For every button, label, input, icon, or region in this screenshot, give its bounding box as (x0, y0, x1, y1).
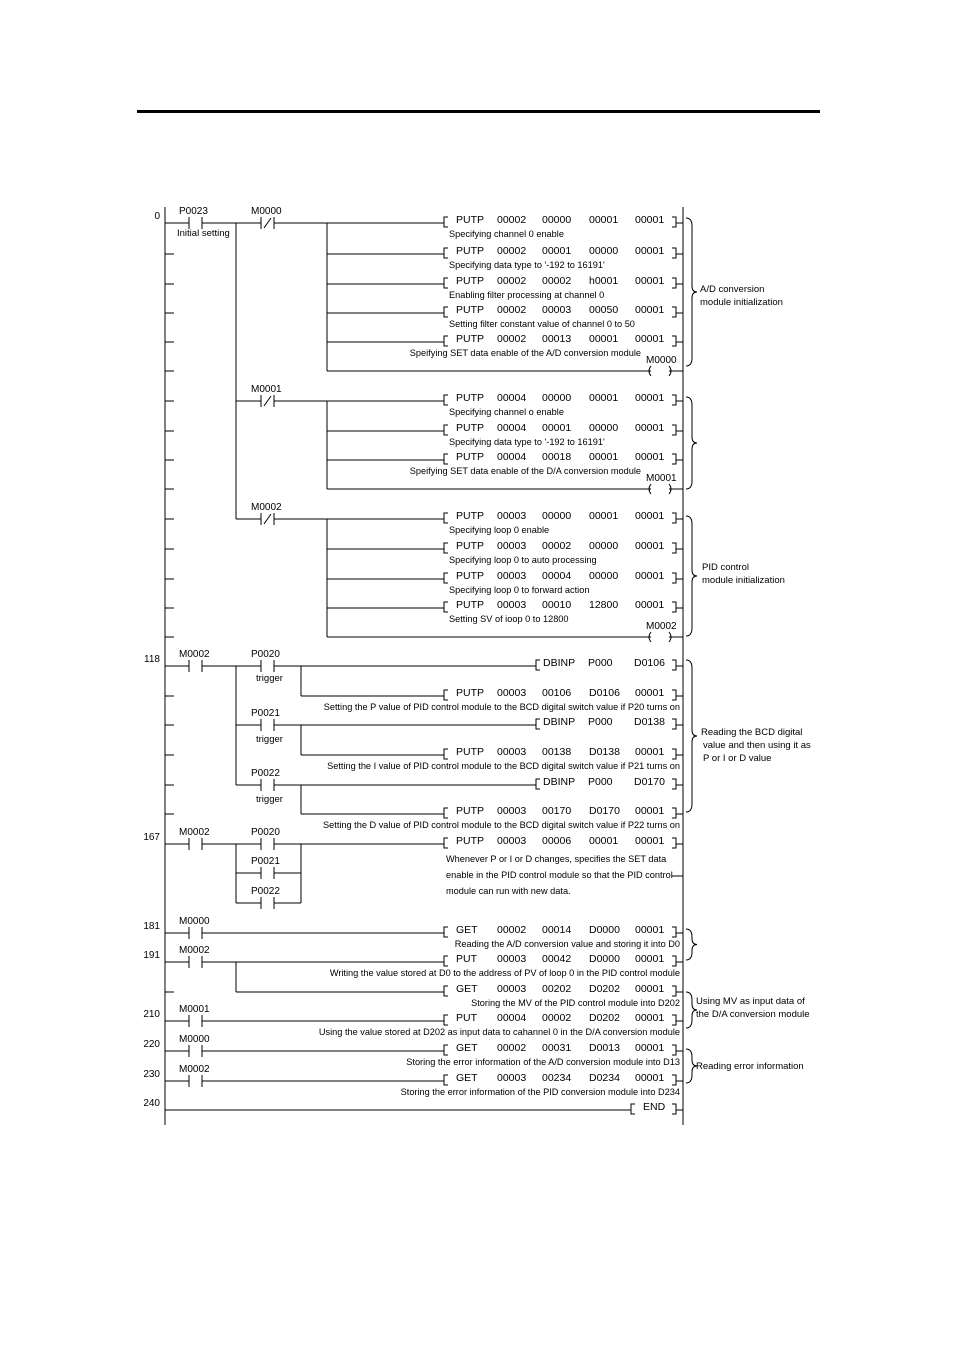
instruction-operand: 00170 (542, 805, 572, 817)
instruction-operand: 00001 (589, 333, 619, 345)
brace (686, 218, 697, 366)
instruction-operand: 00001 (635, 599, 665, 611)
output-coil-label: M0001 (646, 473, 677, 484)
instruction-bracket-open (536, 779, 540, 789)
rung-26 (444, 983, 680, 1008)
instruction-operand: 00001 (635, 1072, 665, 1084)
instruction-operand: 00004 (497, 451, 527, 463)
instruction-bracket-close (672, 307, 676, 317)
instruction-bracket-open (444, 573, 448, 583)
rung-comment: Specifying data type to '-192 to 16191' (449, 437, 605, 447)
instruction-bracket-open (444, 425, 448, 435)
step-number: 191 (143, 950, 160, 961)
contact-label: P0020 (251, 827, 280, 838)
brace (686, 929, 697, 960)
instruction-bracket-close (672, 690, 676, 700)
instruction-operand: 00000 (589, 570, 619, 582)
instruction-bracket-close (672, 927, 676, 937)
instruction-operand: 00002 (497, 1042, 527, 1054)
instruction-bracket-open (444, 278, 448, 288)
step-number: 230 (143, 1069, 160, 1080)
contact-label: P0020 (251, 649, 280, 660)
rung-3 (444, 304, 676, 329)
contact-label: P0023 (179, 206, 208, 217)
instruction-bracket-open (444, 1075, 448, 1085)
instruction-operand: 00001 (635, 392, 665, 404)
instruction-operand: 00001 (635, 275, 665, 287)
brace (686, 516, 697, 636)
instruction-operand: 00001 (635, 1012, 665, 1024)
instruction-operand: 00001 (589, 510, 619, 522)
instruction-operand: D0000 (589, 924, 620, 936)
instruction-operand: 00002 (542, 540, 572, 552)
step-number: 210 (143, 1009, 160, 1020)
contact-label: M0000 (251, 206, 282, 217)
instruction-operand: DBINP (543, 716, 576, 728)
instruction-operand: 00002 (497, 304, 527, 316)
instruction-bracket-close (672, 1075, 676, 1085)
instruction-bracket-close (672, 1104, 676, 1114)
contact-p0020 (251, 649, 280, 672)
instruction-bracket-open (444, 749, 448, 759)
instruction-operand: 00000 (542, 510, 572, 522)
rung-comment: Writing the value stored at D0 to the address of PV of loop 0 in the PID control module (329, 968, 680, 978)
instruction-operand: PUTP (456, 451, 485, 463)
instruction-operand: 00002 (542, 275, 572, 287)
instruction-operand: 00010 (542, 599, 572, 611)
instruction-bracket-open (444, 395, 448, 405)
rung-23 (446, 886, 571, 896)
instruction-operand: 00001 (542, 422, 572, 434)
rung-17 (536, 716, 676, 729)
step-number: 220 (143, 1039, 160, 1050)
instruction-bracket-open (444, 543, 448, 553)
instruction-operand: 00003 (497, 540, 527, 552)
instruction-operand: D0170 (634, 776, 665, 788)
instruction-operand: 00001 (635, 451, 665, 463)
rung-9 (646, 473, 677, 494)
instruction-operand: 00002 (497, 245, 527, 257)
instruction-operand: PUTP (456, 570, 485, 582)
instruction-operand: PUTP (456, 245, 485, 257)
instruction-operand: D0138 (634, 716, 665, 728)
instruction-operand: 00002 (497, 333, 527, 345)
step-number: 0 (154, 211, 160, 222)
instruction-operand: D0170 (589, 805, 620, 817)
instruction-operand: D0234 (589, 1072, 620, 1084)
contact-m0002 (179, 827, 210, 850)
contact-m0002 (251, 502, 282, 525)
instruction-operand: DBINP (543, 776, 576, 788)
rung-comment: Specifying loop 0 enable (449, 525, 550, 535)
instruction-bracket-close (672, 838, 676, 848)
rung-comment: Specifying channel o enable (449, 407, 564, 417)
rung-6 (444, 392, 676, 417)
instruction-operand: 00013 (542, 333, 572, 345)
contact-label: P0021 (251, 708, 280, 719)
rung-11 (444, 540, 676, 565)
instruction-operand: 00050 (589, 304, 619, 316)
instruction-operand: 00001 (635, 1042, 665, 1054)
instruction-operand: 00202 (542, 983, 572, 995)
instruction-operand: D0000 (589, 953, 620, 965)
contact-note: trigger (256, 734, 283, 745)
instruction-operand: D0202 (589, 983, 620, 995)
instruction-operand: 00003 (497, 835, 527, 847)
instruction-operand: P000 (588, 716, 613, 728)
instruction-operand: 00001 (635, 835, 665, 847)
contact-nc-slash (264, 514, 271, 524)
rung-comment: Speifying SET data enable of the A/D conversion module (409, 348, 641, 358)
instruction-operand: 00234 (542, 1072, 572, 1084)
instruction-operand: D0013 (589, 1042, 620, 1054)
contact-p0021 (251, 708, 280, 731)
instruction-operand: GET (456, 983, 478, 995)
instruction-bracket-close (672, 278, 676, 288)
instruction-operand: D0106 (634, 657, 665, 669)
contact-label: P0021 (251, 856, 280, 867)
rung-comment: Whenever P or I or D changes, specifies the SET data (446, 854, 667, 864)
instruction-operand: PUTP (456, 333, 485, 345)
instruction-bracket-close (672, 956, 676, 966)
instruction-operand: P000 (588, 776, 613, 788)
instruction-bracket-open (444, 927, 448, 937)
rung-12 (444, 570, 676, 595)
rung-24 (143, 921, 680, 949)
instruction-operand: 00001 (589, 451, 619, 463)
rung-comment: Storing the MV of the PID control module into D202 (471, 998, 680, 1008)
rung-25 (143, 950, 680, 978)
contact-m0000 (179, 916, 210, 939)
instruction-operand: 00001 (635, 540, 665, 552)
contact-label: M0002 (179, 649, 210, 660)
instruction-operand: 00002 (497, 214, 527, 226)
instruction-bracket-close (672, 660, 676, 670)
rung-29 (143, 1069, 680, 1097)
instruction-operand: PUT (456, 953, 477, 965)
instruction-operand: 00003 (497, 599, 527, 611)
instruction-operand: PUTP (456, 687, 485, 699)
rung-7 (444, 422, 676, 447)
instruction-operand: 00004 (542, 570, 572, 582)
instruction-bracket-open (631, 1104, 635, 1114)
side-annotation: PID control module initialization (702, 562, 785, 586)
instruction-operand: PUTP (456, 392, 485, 404)
rung-comment: Setting SV of ioop 0 to 12800 (449, 614, 569, 624)
instruction-operand: DBINP (543, 657, 576, 669)
rung-22 (446, 870, 673, 880)
instruction-operand: PUTP (456, 214, 485, 226)
instruction-bracket-close (672, 217, 676, 227)
rung-comment: Setting the P value of PID control module to the BCD digital switch value if P20 turns on (323, 702, 680, 712)
instruction-operand: D0202 (589, 1012, 620, 1024)
rung-comment: Setting filter constant value of channel 0 to 50 (449, 319, 635, 329)
rung-16 (324, 687, 680, 712)
rung-comment: Storing the error information of the A/D conversion module into D13 (406, 1057, 680, 1067)
instruction-operand: 00001 (635, 333, 665, 345)
instruction-bracket-close (672, 749, 676, 759)
instruction-operand: P000 (588, 657, 613, 669)
rung-comment: Using the value stored at D202 as input data to cahannel 0 in the D/A conversion module (318, 1027, 680, 1037)
instruction-operand: PUTP (456, 835, 485, 847)
rung-20 (323, 805, 680, 830)
instruction-bracket-close (672, 395, 676, 405)
contact-label: M0000 (179, 1034, 210, 1045)
step-number: 181 (143, 921, 160, 932)
instruction-operand: 00001 (635, 214, 665, 226)
instruction-operand: 00004 (497, 392, 527, 404)
instruction-operand: 00003 (497, 570, 527, 582)
contact-p0020 (251, 827, 280, 850)
instruction-operand: GET (456, 1042, 478, 1054)
contact-m0000 (251, 206, 282, 229)
instruction-bracket-close (672, 513, 676, 523)
rung-0 (154, 211, 676, 239)
instruction-operand: 00001 (635, 510, 665, 522)
contact-p0021 (251, 856, 280, 879)
contact-note: trigger (256, 794, 283, 805)
instruction-bracket-open (444, 217, 448, 227)
side-annotation: Using MV as input data of the D/A conversion module (696, 996, 810, 1020)
instruction-operand: 00000 (542, 392, 572, 404)
contact-label: M0000 (179, 916, 210, 927)
instruction-bracket-open (444, 808, 448, 818)
instruction-operand: 00001 (589, 835, 619, 847)
instruction-operand: 00003 (542, 304, 572, 316)
instruction-bracket-close (672, 719, 676, 729)
instruction-bracket-close (672, 986, 676, 996)
rung-1 (444, 245, 676, 270)
rung-14 (646, 621, 677, 642)
instruction-operand: 00001 (542, 245, 572, 257)
contact-p0022 (251, 768, 280, 791)
instruction-operand: PUTP (456, 304, 485, 316)
rung-comment: Speifying SET data enable of the D/A conversion module (409, 466, 641, 476)
rung-comment: module can run with new data. (446, 886, 571, 896)
instruction-bracket-open (444, 336, 448, 346)
instruction-operand: 00001 (635, 304, 665, 316)
instruction-operand: 00106 (542, 687, 572, 699)
instruction-bracket-close (672, 779, 676, 789)
contact-nc-slash (264, 396, 271, 406)
contact-label: P0022 (251, 768, 280, 779)
instruction-operand: 00031 (542, 1042, 572, 1054)
instruction-bracket-open (444, 986, 448, 996)
instruction-operand: 00003 (497, 983, 527, 995)
rung-30 (143, 1098, 676, 1114)
step-number: 118 (144, 654, 160, 665)
instruction-operand: PUTP (456, 540, 485, 552)
rung-comment: Specifying loop 0 to auto processing (449, 555, 597, 565)
instruction-operand: PUTP (456, 746, 485, 758)
instruction-operand: 00002 (497, 924, 527, 936)
instruction-operand: 00003 (497, 1072, 527, 1084)
instruction-operand: 00003 (497, 687, 527, 699)
instruction-operand: PUTP (456, 422, 485, 434)
instruction-operand: 00003 (497, 953, 527, 965)
contact-p0023 (179, 206, 208, 229)
contact-m0001 (251, 384, 282, 407)
instruction-bracket-close (672, 808, 676, 818)
side-annotation: A/D conversion module initialization (700, 284, 783, 308)
contact-nc-slash (264, 218, 271, 228)
instruction-bracket-close (672, 248, 676, 258)
rung-comment: Enabling filter processing at channel 0 (449, 290, 605, 300)
instruction-bracket-close (672, 1045, 676, 1055)
instruction-bracket-open (444, 602, 448, 612)
instruction-bracket-open (444, 1045, 448, 1055)
rung-comment: Specifying channel 0 enable (449, 229, 564, 239)
instruction-operand: PUTP (456, 275, 485, 287)
contact-m0000 (179, 1034, 210, 1057)
instruction-bracket-open (444, 1015, 448, 1025)
instruction-bracket-close (672, 425, 676, 435)
instruction-operand: 12800 (589, 599, 619, 611)
instruction-bracket-close (672, 1015, 676, 1025)
instruction-operand: 00001 (635, 570, 665, 582)
contact-label: M0001 (179, 1004, 210, 1015)
instruction-operand: PUTP (456, 599, 485, 611)
instruction-bracket-open (444, 838, 448, 848)
instruction-bracket-open (444, 513, 448, 523)
brace (686, 660, 697, 812)
instruction-operand: 00001 (635, 953, 665, 965)
instruction-operand: 00042 (542, 953, 572, 965)
instruction-bracket-close (672, 602, 676, 612)
instruction-operand: 00001 (635, 983, 665, 995)
rung-27 (143, 1009, 680, 1037)
rung-8 (410, 451, 676, 476)
instruction-operand: 00001 (635, 245, 665, 257)
contact-note: Initial setting (177, 228, 230, 239)
rung-19 (536, 776, 676, 789)
rung-21 (143, 832, 676, 864)
contact-label: P0022 (251, 886, 280, 897)
instruction-bracket-open (536, 719, 540, 729)
instruction-bracket-open (536, 660, 540, 670)
rung-comment: Setting the D value of PID control module to the BCD digital switch value if P22 turns on (323, 820, 680, 830)
instruction-bracket-open (444, 690, 448, 700)
brace (686, 397, 697, 489)
instruction-operand: 00001 (635, 687, 665, 699)
rung-4 (410, 333, 676, 358)
rung-comment: Specifying data type to '-192 to 16191' (449, 260, 605, 270)
instruction-operand: 00003 (497, 510, 527, 522)
instruction-operand: 00003 (497, 805, 527, 817)
instruction-bracket-open (444, 307, 448, 317)
instruction-operand: PUTP (456, 805, 485, 817)
instruction-operand: 00001 (589, 214, 619, 226)
contact-m0002 (179, 1064, 210, 1087)
rung-comment: enable in the PID control module so that the PID control (446, 870, 673, 880)
instruction-operand: END (643, 1101, 666, 1113)
instruction-operand: 00000 (589, 540, 619, 552)
instruction-bracket-open (444, 454, 448, 464)
instruction-operand: 00001 (635, 924, 665, 936)
instruction-bracket-close (672, 336, 676, 346)
instruction-operand: 00004 (497, 422, 527, 434)
instruction-operand: 00138 (542, 746, 572, 758)
instruction-operand: 00001 (589, 392, 619, 404)
instruction-operand: 00014 (542, 924, 572, 936)
rung-18 (327, 746, 680, 771)
instruction-operand: 00001 (635, 746, 665, 758)
rung-2 (444, 275, 676, 300)
instruction-operand: 00002 (542, 1012, 572, 1024)
instruction-bracket-close (672, 573, 676, 583)
contact-m0002 (179, 649, 210, 672)
side-annotation: Reading the BCD digital value and then using it as P or I or D value (701, 727, 811, 764)
contact-p0022 (251, 886, 280, 909)
instruction-operand: 00001 (635, 805, 665, 817)
rung-13 (444, 599, 676, 624)
rung-28 (143, 1039, 680, 1067)
contact-note: trigger (256, 673, 283, 684)
contact-label: M0002 (179, 945, 210, 956)
rung-comment: Storing the error information of the PID conversion module into D234 (400, 1087, 680, 1097)
instruction-bracket-open (444, 956, 448, 966)
instruction-bracket-close (672, 454, 676, 464)
rung-comment: Setting the I value of PID control module to the BCD digital switch value if P21 turns on (327, 761, 680, 771)
instruction-operand: PUTP (456, 510, 485, 522)
instruction-operand: 00000 (589, 422, 619, 434)
instruction-operand: 00018 (542, 451, 572, 463)
rung-comment: Reading the A/D conversion value and storing it into D0 (454, 939, 680, 949)
instruction-operand: 00004 (497, 1012, 527, 1024)
instruction-operand: D0138 (589, 746, 620, 758)
instruction-operand: 00003 (497, 746, 527, 758)
instruction-operand: GET (456, 1072, 478, 1084)
instruction-operand: 00002 (497, 275, 527, 287)
step-number: 240 (143, 1098, 160, 1109)
instruction-bracket-open (444, 248, 448, 258)
rung-comment: Specifying loop 0 to forward action (449, 585, 590, 595)
output-coil-label: M0002 (646, 621, 677, 632)
instruction-operand: PUT (456, 1012, 477, 1024)
instruction-operand: 00000 (589, 245, 619, 257)
contact-label: M0002 (179, 827, 210, 838)
rung-10 (444, 510, 676, 535)
contact-label: M0002 (179, 1064, 210, 1075)
instruction-operand: 00001 (635, 422, 665, 434)
output-coil-label: M0000 (646, 355, 677, 366)
contact-label: M0001 (251, 384, 282, 395)
rung-15 (144, 654, 676, 670)
instruction-operand: D0106 (589, 687, 620, 699)
contact-label: M0002 (251, 502, 282, 513)
instruction-operand: GET (456, 924, 478, 936)
contact-m0001 (179, 1004, 210, 1027)
step-number: 167 (143, 832, 160, 843)
rung-5 (646, 355, 677, 376)
instruction-bracket-close (672, 543, 676, 553)
instruction-operand: 00006 (542, 835, 572, 847)
contact-m0002 (179, 945, 210, 968)
instruction-operand: h0001 (589, 275, 619, 287)
side-annotation: Reading error information (696, 1061, 804, 1072)
instruction-operand: 00000 (542, 214, 572, 226)
